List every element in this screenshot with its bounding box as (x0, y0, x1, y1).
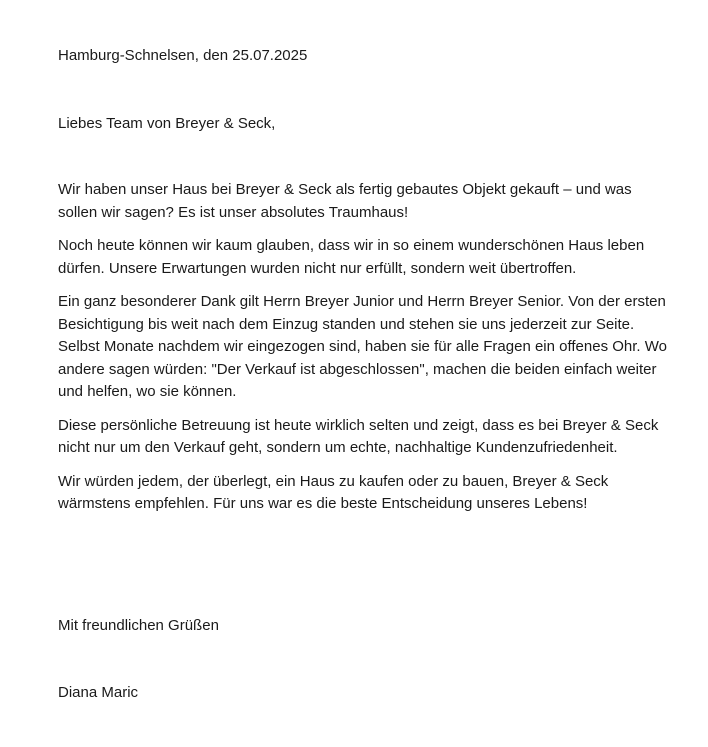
letter-body (58, 179, 670, 527)
closing: Mit freundlichen Grüßen (58, 617, 219, 634)
paragraph-2: Noch heute können wir kaum glauben, dass wir in so einem wunderschönen Haus leben dürfen. Unsere Erwartungen wurden nicht nur erfüllt, sondern weit übertroffen. (58, 237, 645, 277)
signature-name: Diana Maric (58, 684, 139, 701)
paragraph-4: Diese persönliche Betreuung ist heute wirklich selten und zeigt, dass es bei Breyer & Seck nicht nur um den Verkauf geht, sondern um echte, nachhaltige Kundenzufriedenheit. (58, 416, 659, 456)
place-date: Hamburg-Schnelsen, den 25.07.2025 (58, 47, 308, 64)
salutation: Liebes Team von Breyer & Seck, (58, 115, 276, 132)
paragraph-1: Wir haben unser Haus bei Breyer & Seck als fertig gebautes Objekt gekauft – und was sollen wir sagen? Es ist unser absolutes Traumhaus! (58, 181, 632, 221)
paragraph-5: Wir würden jedem, der überlegt, ein Haus zu kaufen oder zu bauen, Breyer & Seck wärmstens empfehlen. Für uns war es die beste Entscheidung unseres Lebens! (58, 472, 609, 512)
paragraph-3: Ein ganz besonderer Dank gilt Herrn Breyer Junior und Herrn Breyer Senior. Von der ersten Besichtigung bis weit nach dem Einzug standen und stehen sie uns jederzeit zur Seite. Selbst Monate nachdem wir eingezogen sind, haben sie für alle Fragen ein offenes Ohr. Wo andere sagen würden: "Der Verkauf ist abgeschlossen", machen die beiden einfach weiter und helfen, wo sie können. (58, 293, 667, 400)
